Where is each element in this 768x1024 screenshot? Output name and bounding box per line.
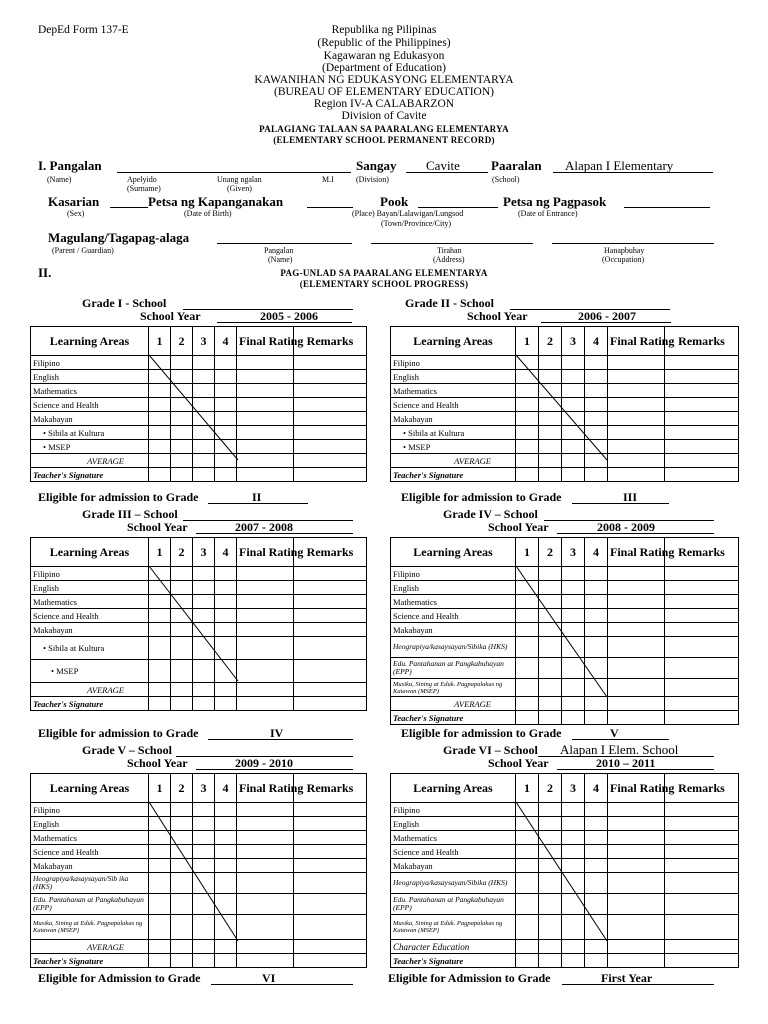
name-field[interactable] [117, 172, 351, 173]
col-q3: 3 [562, 327, 585, 356]
grade2-year-label: School Year [467, 309, 528, 323]
grade4-school-label: Grade IV – School [443, 507, 538, 521]
header-line: Kagawaran ng Edukasyon [323, 50, 445, 62]
col-q2: 2 [539, 538, 562, 567]
table-row [31, 859, 367, 873]
grade5-eligible-field[interactable] [211, 984, 353, 985]
table-row [391, 845, 739, 859]
table-row [391, 440, 739, 454]
table-row [31, 894, 367, 915]
grade6-school-value: Alapan I Elem. School [560, 742, 679, 757]
grade5-eligible-value: VI [262, 971, 276, 985]
subject-cell: Makabayan [391, 859, 516, 873]
subject-cell: English [31, 581, 149, 595]
table-row [391, 581, 739, 595]
table-row [391, 595, 739, 609]
subject-cell: Mathematics [31, 831, 149, 845]
table-row [31, 609, 367, 623]
grade3-eligible-label: Eligible for admission to Grade [38, 726, 199, 740]
name-caption: (Name) [47, 175, 72, 184]
subject-cell: Edu. Pantahanan at Pangkabuhayan (EPP) [31, 894, 149, 915]
table-row [391, 609, 739, 623]
subject-cell: Filipino [391, 567, 516, 581]
grade1-eligible-value: II [252, 490, 262, 504]
subject-cell: Edu. Pantahanan at Pangkabuhayan (EPP) [391, 658, 516, 679]
grade4-year-label: School Year [488, 520, 549, 534]
col-final-rating: Final Rating [608, 538, 665, 567]
record-title: PALAGIANG TALAAN SA PAARALANG ELEMENTARYA [259, 124, 509, 134]
grade6-eligible-value: First Year [601, 971, 653, 985]
table-row [31, 623, 367, 637]
subject-cell: • MSEP [31, 440, 149, 454]
entrance-field[interactable] [624, 207, 710, 208]
guardian-caption: (Parent / Guardian) [52, 246, 114, 255]
table-row [31, 817, 367, 831]
average-cell: AVERAGE [391, 697, 516, 711]
table-row [31, 468, 367, 482]
sex-field[interactable] [110, 207, 148, 208]
header-line: (BUREAU OF ELEMENTARY EDUCATION) [273, 86, 495, 98]
table-row [391, 679, 739, 697]
col-remarks: Remarks [665, 774, 739, 803]
grade3-year-label: School Year [127, 520, 188, 534]
col-q2: 2 [171, 538, 193, 567]
signature-cell: Teacher's Signature [391, 468, 516, 482]
table-row [31, 356, 367, 370]
col-final-rating: Final Rating [608, 327, 665, 356]
table-row [391, 398, 739, 412]
table-row [31, 370, 367, 384]
col-remarks: Remarks [294, 327, 367, 356]
birth-label: Petsa ng Kapanganakan [148, 194, 284, 209]
col-q2: 2 [539, 327, 562, 356]
grade5-school-label: Grade V – School [82, 743, 172, 757]
sex-caption: (Sex) [67, 209, 85, 218]
subject-cell: Science and Health [391, 398, 516, 412]
table-row [31, 954, 367, 968]
col-q1: 1 [149, 327, 171, 356]
subject-cell: • Sibila at Kultura [31, 637, 149, 660]
table-row [31, 426, 367, 440]
signature-cell: Teacher's Signature [391, 954, 516, 968]
place-label: Pook [380, 194, 409, 209]
table-row [31, 831, 367, 845]
progress-title: PAG-UNLAD SA PAARALANG ELEMENTARYA [280, 268, 488, 278]
subject-cell: Filipino [31, 803, 149, 817]
division-label: Sangay [356, 158, 397, 173]
table-row [391, 658, 739, 679]
form-number: DepEd Form 137-E [38, 24, 129, 36]
table-row [31, 412, 367, 426]
col-q1: 1 [516, 327, 539, 356]
average-cell: AVERAGE [391, 454, 516, 468]
surname-caption: Apelyido [127, 175, 157, 184]
grade5-table [30, 773, 367, 968]
col-final-rating: Final Rating [608, 774, 665, 803]
col-q2: 2 [539, 774, 562, 803]
table-row [391, 859, 739, 873]
subject-cell: Filipino [31, 567, 149, 581]
header-line: KAWANIHAN NG EDUKASYONG ELEMENTARYA [254, 74, 514, 86]
subject-cell: Mathematics [31, 595, 149, 609]
place-caption: (Place) Bayan/Lalawigan/Lungsod [352, 209, 464, 218]
table-row [391, 915, 739, 940]
grade3-year-value: 2007 - 2008 [235, 520, 293, 534]
subject-cell: English [391, 370, 516, 384]
birth-caption: (Date of Birth) [184, 209, 232, 218]
subject-cell: Filipino [31, 356, 149, 370]
header-line: Division of Cavite [341, 110, 427, 122]
table-row [31, 440, 367, 454]
grade4-year-value: 2008 - 2009 [597, 520, 655, 534]
table-row [391, 954, 739, 968]
subject-cell: • Sibila at Kultura [391, 426, 516, 440]
table-row [31, 567, 367, 581]
col-q1: 1 [149, 774, 171, 803]
name-label: I. Pangalan [38, 158, 102, 173]
col-learning-areas: Learning Areas [391, 538, 516, 567]
grade6-year-value: 2010 – 2011 [596, 756, 656, 770]
subject-cell: Heograpiya/kasaysayan/Sib ika (HKS) [31, 873, 149, 894]
grade2-year-value: 2006 - 2007 [578, 309, 636, 323]
table-row [391, 384, 739, 398]
guardian-occupation-caption: Hanapbuhay [604, 246, 645, 255]
col-q4: 4 [585, 538, 608, 567]
table-row [391, 468, 739, 482]
col-learning-areas: Learning Areas [31, 538, 149, 567]
mi-caption: M.I [322, 175, 334, 184]
subject-cell: Makabayan [31, 412, 149, 426]
subject-cell: English [391, 581, 516, 595]
grade2-school-label: Grade II - School [405, 296, 495, 310]
subject-cell: Filipino [391, 803, 516, 817]
col-learning-areas: Learning Areas [31, 774, 149, 803]
col-remarks: Remarks [665, 538, 739, 567]
subject-cell: Musika, Sining at Eduk. Pagpapalakas ng Katawan (MSEP) [391, 915, 516, 940]
table-row [31, 384, 367, 398]
given-en-caption: (Given) [227, 184, 252, 193]
given-caption: Unang ngalan [217, 175, 262, 184]
grade3-eligible-value: IV [270, 726, 284, 740]
col-q3: 3 [193, 774, 215, 803]
subject-cell: English [31, 817, 149, 831]
col-q1: 1 [516, 774, 539, 803]
subject-cell: English [31, 370, 149, 384]
guardian-label: Magulang/Tagapag-alaga [48, 230, 190, 245]
col-q3: 3 [193, 327, 215, 356]
subject-cell: Heograpiya/kasaysayan/Sibika (HKS) [391, 873, 516, 894]
table-row [31, 660, 367, 683]
table-row [391, 894, 739, 915]
average-cell: AVERAGE [31, 454, 149, 468]
col-q2: 2 [171, 774, 193, 803]
progress-section-label: II. [38, 265, 52, 280]
guardian-name-caption: Pangalan [264, 246, 294, 255]
grade6-school-label: Grade VI – School [443, 743, 538, 757]
school-caption: (School) [492, 175, 520, 184]
subject-cell: Mathematics [31, 384, 149, 398]
col-q3: 3 [562, 774, 585, 803]
division-value: Cavite [426, 158, 460, 173]
subject-cell: Science and Health [31, 398, 149, 412]
guardian-name-caption-en: (Name) [268, 255, 293, 264]
grade4-eligible-label: Eligible for admission to Grade [401, 726, 562, 740]
division-caption: (Division) [356, 175, 389, 184]
col-final-rating: Final Rating [237, 327, 294, 356]
col-q1: 1 [149, 538, 171, 567]
grade5-year-label: School Year [127, 756, 188, 770]
signature-cell: Teacher's Signature [31, 954, 149, 968]
table-row [391, 873, 739, 894]
guardian-address-field[interactable] [371, 243, 533, 244]
grade4-table [390, 537, 739, 725]
table-row [391, 803, 739, 817]
subject-cell: Mathematics [391, 384, 516, 398]
col-remarks: Remarks [294, 774, 367, 803]
grade2-eligible-label: Eligible for admission to Grade [401, 490, 562, 504]
subject-cell: Science and Health [31, 845, 149, 859]
grade2-table [390, 326, 739, 482]
col-final-rating: Final Rating [237, 538, 294, 567]
place-caption2: (Town/Province/City) [381, 219, 452, 228]
col-q4: 4 [215, 327, 237, 356]
subject-cell: • MSEP [391, 440, 516, 454]
table-row [31, 581, 367, 595]
col-q4: 4 [585, 327, 608, 356]
table-row [31, 683, 367, 697]
col-q4: 4 [215, 538, 237, 567]
table-row [31, 873, 367, 894]
school-value: Alapan I Elementary [565, 158, 674, 173]
birth-field[interactable] [307, 207, 353, 208]
subject-cell: Character Education [391, 940, 516, 954]
record-title-en: (ELEMENTARY SCHOOL PERMANENT RECORD) [273, 135, 495, 145]
table-row [31, 803, 367, 817]
table-row [391, 356, 739, 370]
guardian-occupation-field[interactable] [552, 243, 714, 244]
col-learning-areas: Learning Areas [391, 774, 516, 803]
grade1-table [30, 326, 367, 482]
signature-cell: Teacher's Signature [391, 711, 516, 725]
subject-cell: Mathematics [391, 831, 516, 845]
col-q1: 1 [516, 538, 539, 567]
grade6-eligible-label: Eligible for Admission to Grade [388, 971, 551, 985]
grade5-eligible-label: Eligible for Admission to Grade [38, 971, 201, 985]
subject-cell: • MSEP [31, 660, 149, 683]
sex-label: Kasarian [48, 194, 100, 209]
subject-cell: Mathematics [391, 595, 516, 609]
table-row [31, 595, 367, 609]
subject-cell: Science and Health [391, 609, 516, 623]
progress-title-en: (ELEMENTARY SCHOOL PROGRESS) [299, 279, 469, 289]
col-q2: 2 [171, 327, 193, 356]
grade1-eligible-label: Eligible for admission to Grade [38, 490, 199, 504]
subject-cell: Makabayan [391, 623, 516, 637]
col-q3: 3 [193, 538, 215, 567]
guardian-occupation-caption-en: (Occupation) [602, 255, 645, 264]
grade3-table [30, 537, 367, 711]
header-line: (Republic of the Philippines) [317, 37, 451, 49]
subject-cell: Makabayan [391, 412, 516, 426]
header-line: (Department of Education) [322, 62, 446, 74]
subject-cell: Science and Health [31, 609, 149, 623]
grade2-eligible-field[interactable] [572, 503, 669, 504]
table-row [31, 697, 367, 711]
entrance-caption: (Date of Entrance) [518, 209, 578, 218]
col-learning-areas: Learning Areas [31, 327, 149, 356]
col-remarks: Remarks [665, 327, 739, 356]
col-q4: 4 [585, 774, 608, 803]
subject-cell: Makabayan [31, 859, 149, 873]
signature-cell: Teacher's Signature [31, 697, 149, 711]
col-q4: 4 [215, 774, 237, 803]
guardian-address-caption: Tirahan [437, 246, 462, 255]
subject-cell: Musika, Sining at Eduk. Pagpapalakas ng Katawan (MSEP) [31, 915, 149, 940]
table-row [391, 940, 739, 954]
signature-cell: Teacher's Signature [31, 468, 149, 482]
average-cell: AVERAGE [31, 940, 149, 954]
table-row [31, 637, 367, 660]
subject-cell: Makabayan [31, 623, 149, 637]
table-row [391, 711, 739, 725]
average-cell: AVERAGE [31, 683, 149, 697]
table-row [391, 697, 739, 711]
subject-cell: Musika, Sining at Eduk. Pagpapalakas ng Katawan (MSEP) [391, 679, 516, 697]
table-row [391, 370, 739, 384]
table-row [31, 398, 367, 412]
grade6-year-label: School Year [488, 756, 549, 770]
col-remarks: Remarks [294, 538, 367, 567]
table-row [391, 831, 739, 845]
place-field[interactable] [418, 207, 498, 208]
subject-cell: Edu. Pantahanan at Pangkabuhayan (EPP) [391, 894, 516, 915]
table-row [391, 426, 739, 440]
table-row [31, 940, 367, 954]
school-label: Paaralan [491, 158, 542, 173]
table-row [31, 915, 367, 940]
col-learning-areas: Learning Areas [391, 327, 516, 356]
grade6-table [390, 773, 739, 968]
table-row [391, 454, 739, 468]
grade2-eligible-value: III [623, 490, 638, 504]
table-row [391, 567, 739, 581]
entrance-label: Petsa ng Pagpasok [503, 194, 607, 209]
table-row [391, 637, 739, 658]
table-row [31, 845, 367, 859]
grade4-eligible-field[interactable] [572, 739, 669, 740]
table-row [31, 454, 367, 468]
guardian-name-field[interactable] [217, 243, 352, 244]
col-final-rating: Final Rating [237, 774, 294, 803]
table-row [391, 412, 739, 426]
subject-cell: • Sibila at Kultura [31, 426, 149, 440]
surname-en-caption: (Surname) [127, 184, 161, 193]
header-line: Republika ng Pilipinas [331, 24, 437, 36]
grade1-year-label: School Year [140, 309, 201, 323]
grade1-year-value: 2005 - 2006 [260, 309, 318, 323]
subject-cell: Heograpiya/kasaysayan/Sibika (HKS) [391, 637, 516, 658]
guardian-address-caption-en: (Address) [433, 255, 465, 264]
col-q3: 3 [562, 538, 585, 567]
table-row [391, 623, 739, 637]
table-row [391, 817, 739, 831]
grade1-school-label: Grade I - School [82, 296, 167, 310]
header-line: Region IV-A CALABARZON [313, 98, 455, 110]
grade5-year-value: 2009 - 2010 [235, 756, 293, 770]
subject-cell: Science and Health [391, 845, 516, 859]
grade4-eligible-value: V [610, 726, 619, 740]
subject-cell: English [391, 817, 516, 831]
subject-cell: Filipino [391, 356, 516, 370]
grade3-school-label: Grade III – School [82, 507, 178, 521]
